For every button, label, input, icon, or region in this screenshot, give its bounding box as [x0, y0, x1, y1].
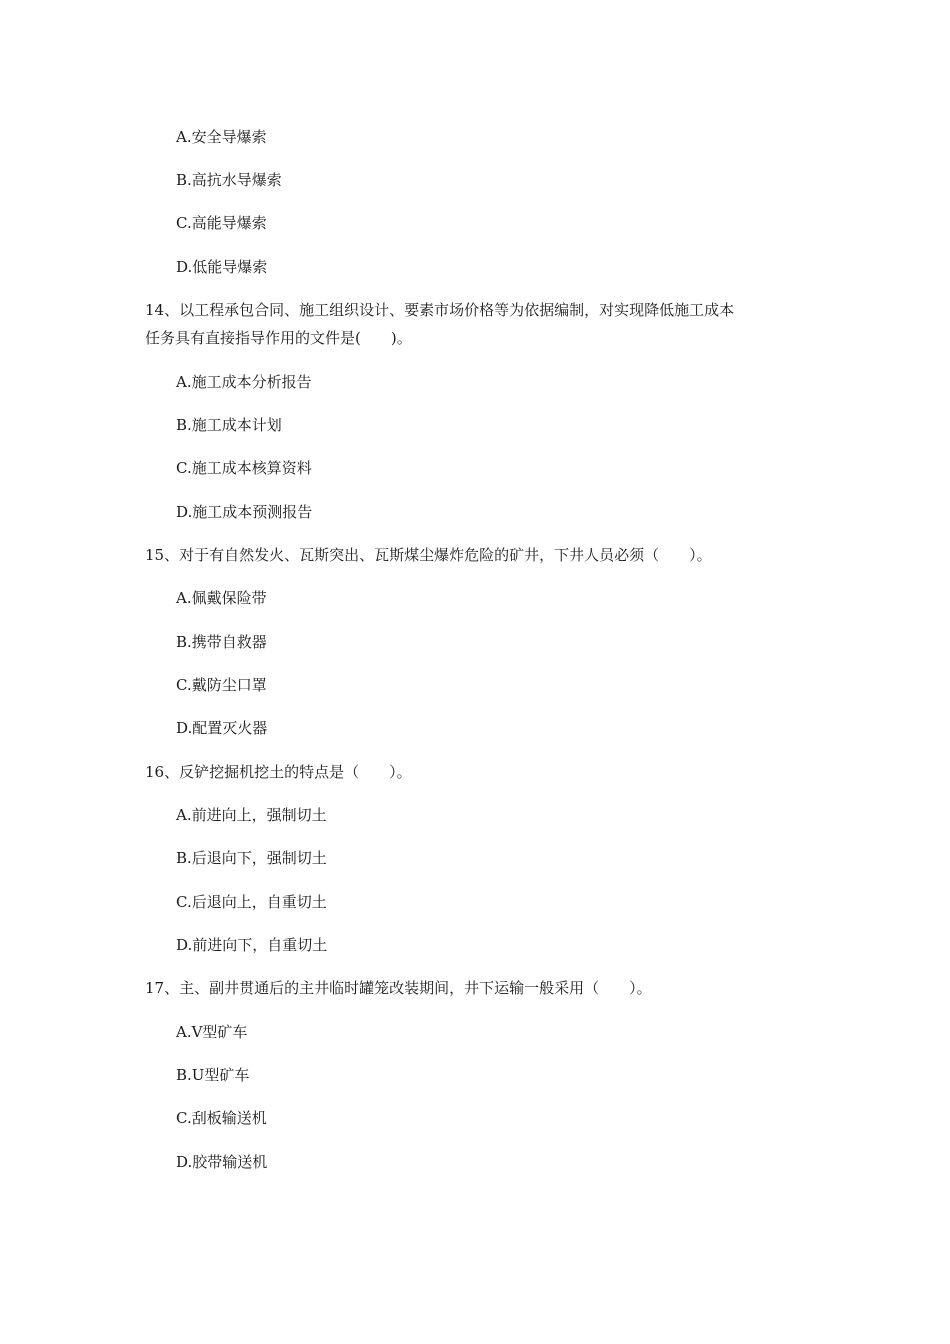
option-c: C.刮板输送机: [176, 1109, 267, 1127]
option-a: A.施工成本分析报告: [176, 373, 312, 391]
option-d: D.胶带输送机: [176, 1153, 268, 1171]
option-d: D.低能导爆索: [176, 258, 268, 276]
option-a: A.佩戴保险带: [176, 589, 267, 607]
option-a: A.前进向上，强制切土: [176, 806, 327, 824]
question-stem-line: 17、主、副井贯通后的主井临时罐笼改装期间，井下运输一般采用（ ）。: [145, 979, 652, 997]
option-d: D.配置灭火器: [176, 719, 268, 737]
option-c: C.施工成本核算资料: [176, 459, 312, 477]
question-stem-line: 任务具有直接指导作用的文件是( )。: [145, 329, 412, 347]
option-c: C.高能导爆索: [176, 214, 267, 232]
option-d: D.施工成本预测报告: [176, 503, 313, 521]
option-c: C.戴防尘口罩: [176, 676, 267, 694]
option-a: A.V型矿车: [176, 1023, 248, 1041]
question-stem-line: 15、对于有自然发火、瓦斯突出、瓦斯煤尘爆炸危险的矿井，下井人员必须（ ）。: [145, 546, 712, 564]
option-b: B.施工成本计划: [176, 416, 282, 434]
option-b: B.后退向下，强制切土: [176, 849, 327, 867]
option-b: B.U型矿车: [176, 1066, 250, 1084]
option-b: B.高抗水导爆索: [176, 171, 282, 189]
question-stem-line: 16、反铲挖掘机挖土的特点是（ ）。: [145, 763, 412, 781]
option-c: C.后退向上，自重切土: [176, 893, 327, 911]
option-b: B.携带自救器: [176, 633, 267, 651]
option-a: A.安全导爆索: [176, 128, 267, 146]
option-d: D.前进向下，自重切土: [176, 936, 328, 954]
question-stem-line: 14、以工程承包合同、施工组织设计、要素市场价格等为依据编制，对实现降低施工成本: [145, 301, 735, 319]
